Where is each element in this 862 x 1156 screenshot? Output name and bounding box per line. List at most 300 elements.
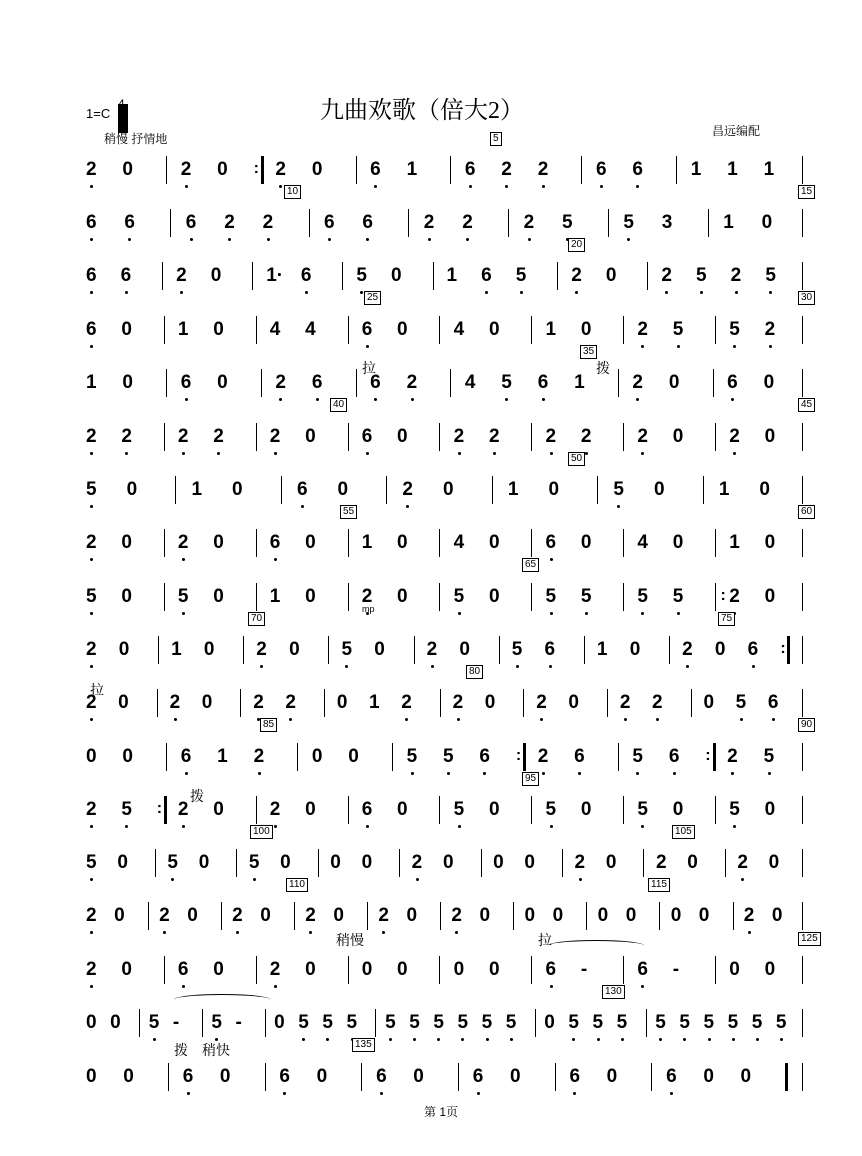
performance-annotation: 拉	[538, 932, 552, 948]
note: 6	[767, 692, 779, 713]
measure-number: 135	[352, 1038, 375, 1052]
low-octave-dot	[641, 825, 644, 828]
note: 5	[121, 799, 132, 820]
low-octave-dot	[374, 185, 377, 188]
note: 2	[224, 212, 235, 233]
low-octave-dot	[708, 1038, 711, 1041]
barline	[328, 636, 329, 664]
note: 6	[596, 159, 607, 180]
note: 2	[180, 159, 192, 180]
low-octave-dot	[382, 931, 385, 934]
measure-number: 130	[602, 985, 625, 999]
barline	[348, 316, 349, 344]
measure-number: 80	[466, 665, 483, 679]
barline	[535, 1009, 536, 1037]
barline	[802, 902, 803, 930]
barline	[802, 262, 803, 290]
barline	[155, 849, 156, 877]
note: 0	[305, 799, 316, 820]
low-octave-dot	[665, 291, 668, 294]
note: 5	[568, 1012, 579, 1033]
low-octave-dot	[585, 452, 588, 455]
note: 6	[311, 372, 323, 393]
note: 2	[426, 639, 438, 660]
note: 6	[472, 1066, 484, 1087]
note: 6	[376, 1066, 387, 1087]
low-octave-dot	[621, 1038, 624, 1041]
note: 2	[232, 905, 243, 926]
note: 0	[698, 905, 710, 926]
note: 2	[86, 799, 97, 820]
note: 0	[213, 319, 224, 340]
barline	[439, 583, 440, 611]
note: 1	[86, 372, 97, 393]
low-octave-dot	[182, 452, 185, 455]
barline	[164, 316, 165, 344]
barline	[676, 156, 677, 184]
low-octave-dot	[550, 825, 553, 828]
note: 0	[552, 905, 564, 926]
note: 6	[362, 212, 373, 233]
barline	[623, 529, 624, 557]
barline	[440, 902, 441, 930]
low-octave-dot	[540, 718, 543, 721]
note: 2	[580, 426, 592, 447]
note: 5	[616, 1012, 628, 1033]
note: 0	[764, 959, 776, 980]
note: 0	[606, 1066, 618, 1087]
measure-number: 90	[798, 718, 815, 732]
low-octave-dot	[549, 665, 552, 668]
low-octave-dot	[636, 185, 639, 188]
note: 2	[86, 905, 97, 926]
barline	[618, 743, 619, 771]
note: 0	[703, 692, 715, 713]
low-octave-dot	[477, 1092, 480, 1095]
note: 0	[629, 639, 641, 660]
note: 0	[122, 746, 133, 767]
low-octave-dot	[550, 612, 553, 615]
note: 2	[269, 426, 281, 447]
barline	[439, 316, 440, 344]
barline	[802, 156, 803, 184]
note: 0	[524, 905, 536, 926]
barline	[508, 209, 509, 237]
barline	[802, 636, 803, 664]
note: 6	[464, 159, 476, 180]
note: 0	[453, 959, 465, 980]
low-octave-dot	[405, 718, 408, 721]
measure-number: 125	[798, 932, 821, 946]
low-octave-dot	[627, 238, 630, 241]
note: 0	[361, 959, 373, 980]
note: 4	[464, 372, 476, 393]
note: 0	[391, 265, 402, 286]
low-octave-dot	[366, 825, 369, 828]
barline	[164, 529, 165, 557]
low-octave-dot	[180, 291, 183, 294]
score-row	[0, 683, 862, 723]
note: 0	[121, 586, 132, 607]
note: 0	[406, 905, 418, 926]
note: 1	[574, 372, 585, 393]
barline	[584, 636, 585, 664]
low-octave-dot	[483, 772, 486, 775]
note: 0	[198, 852, 210, 873]
low-octave-dot	[328, 238, 331, 241]
barline	[256, 423, 257, 451]
low-octave-dot	[289, 718, 292, 721]
note: 1	[729, 532, 740, 553]
low-octave-dot	[659, 1038, 662, 1041]
low-octave-dot	[741, 878, 744, 881]
barline	[297, 743, 298, 771]
note: 0	[289, 639, 300, 660]
performance-annotation: mp	[362, 604, 375, 614]
note: 1	[763, 159, 775, 180]
score-row	[0, 737, 862, 777]
low-octave-dot	[182, 558, 185, 561]
low-octave-dot	[90, 825, 93, 828]
note: 5	[637, 586, 648, 607]
barline	[802, 209, 803, 237]
low-octave-dot	[274, 452, 277, 455]
low-octave-dot	[542, 772, 545, 775]
note: 0	[493, 852, 504, 873]
note: 5	[409, 1012, 420, 1033]
note: 2	[86, 159, 97, 180]
low-octave-dot	[510, 1038, 513, 1041]
note: 2	[655, 852, 667, 873]
note: 2	[451, 905, 462, 926]
note: 0	[764, 532, 776, 553]
note: 0	[213, 586, 224, 607]
note: 5	[637, 799, 648, 820]
low-octave-dot	[550, 985, 553, 988]
measure-number: 30	[798, 291, 815, 305]
barline	[802, 529, 803, 557]
note: 2	[253, 746, 265, 767]
repeat-barline	[261, 156, 264, 184]
barline	[715, 529, 716, 557]
low-octave-dot	[579, 878, 582, 881]
measure-number: 105	[672, 825, 695, 839]
score-row	[0, 256, 862, 296]
note: 2	[401, 692, 412, 713]
note: 5	[457, 1012, 469, 1033]
note: 5	[623, 212, 634, 233]
note: 1	[446, 265, 458, 286]
barline	[261, 369, 262, 397]
note: 5	[346, 1012, 358, 1033]
low-octave-dot	[174, 718, 177, 721]
low-octave-dot	[573, 1092, 576, 1095]
barline	[669, 636, 670, 664]
low-octave-dot	[90, 291, 93, 294]
barline	[659, 902, 660, 930]
note: 2	[737, 852, 748, 873]
score-row	[0, 577, 862, 617]
barline	[643, 849, 644, 877]
note: 5	[696, 265, 707, 286]
note: 0	[548, 479, 560, 500]
low-octave-dot	[735, 291, 738, 294]
note: 5	[86, 479, 97, 500]
note: 1	[596, 639, 608, 660]
note: 2	[729, 426, 740, 447]
low-octave-dot	[360, 291, 363, 294]
note: 2	[86, 426, 97, 447]
note: 0	[413, 1066, 424, 1087]
low-octave-dot	[267, 238, 270, 241]
score-row	[0, 417, 862, 457]
note: 0	[280, 852, 291, 873]
note: 6	[632, 159, 643, 180]
low-octave-dot	[550, 558, 553, 561]
barline	[492, 476, 493, 504]
note: 6	[727, 372, 738, 393]
note: 6	[361, 319, 373, 340]
note: 6	[545, 959, 557, 980]
low-octave-dot	[153, 1038, 156, 1041]
barline	[256, 316, 257, 344]
note: 5	[453, 586, 465, 607]
repeat-dots: :	[253, 160, 259, 177]
low-octave-dot	[772, 718, 775, 721]
low-octave-dot	[780, 1038, 783, 1041]
barline	[440, 689, 441, 717]
note: 0	[213, 799, 224, 820]
note: 0	[672, 799, 684, 820]
barline	[715, 316, 716, 344]
performance-annotation: 稍快	[202, 1042, 230, 1058]
measure-number: 10	[284, 185, 301, 199]
low-octave-dot	[597, 1038, 600, 1041]
low-octave-dot	[253, 878, 256, 881]
note: 6	[180, 372, 192, 393]
note: 0	[122, 159, 133, 180]
barline	[481, 849, 482, 877]
barline	[450, 369, 451, 397]
note: 6	[177, 959, 189, 980]
note: 5	[505, 1012, 517, 1033]
note: 4	[305, 319, 316, 340]
note: 0	[274, 1012, 285, 1033]
note: 0	[330, 852, 341, 873]
low-octave-dot	[274, 825, 277, 828]
note: 6	[361, 426, 373, 447]
note: 6	[120, 265, 132, 286]
note: 6	[666, 1066, 677, 1087]
barline	[256, 796, 257, 824]
barline	[439, 796, 440, 824]
low-octave-dot	[416, 878, 419, 881]
low-octave-dot	[411, 398, 414, 401]
low-octave-dot	[380, 1092, 383, 1095]
low-octave-dot	[90, 505, 93, 508]
low-octave-dot	[190, 238, 193, 241]
score-title: 九曲欢歌（倍大2）	[320, 98, 524, 124]
note: -	[172, 1012, 180, 1033]
low-octave-dot	[90, 878, 93, 881]
low-octave-dot	[217, 452, 220, 455]
note: 0	[316, 1066, 328, 1087]
note: 0	[605, 265, 617, 286]
note: -	[580, 959, 588, 980]
barline	[802, 423, 803, 451]
note: 1	[690, 159, 702, 180]
note: 0	[311, 159, 323, 180]
note: 5	[765, 265, 776, 286]
note: 5	[727, 1012, 739, 1033]
note: 6	[569, 1066, 581, 1087]
low-octave-dot	[731, 398, 734, 401]
note: 2	[169, 692, 181, 713]
note: 0	[488, 532, 500, 553]
barline	[708, 209, 709, 237]
repeat-dots: :	[780, 640, 786, 657]
low-octave-dot	[585, 612, 588, 615]
barline	[555, 1063, 556, 1091]
low-octave-dot	[493, 452, 496, 455]
note: 0	[361, 852, 373, 873]
repeat-dots: :	[720, 587, 726, 604]
note: 2	[652, 692, 663, 713]
note: 2	[661, 265, 672, 286]
note: 2	[177, 799, 189, 820]
note: 0	[459, 639, 470, 660]
low-octave-dot	[316, 398, 319, 401]
barline	[531, 423, 532, 451]
low-octave-dot	[686, 665, 689, 668]
note: 2	[537, 746, 549, 767]
tempo-marking: 稍慢 抒情地	[104, 132, 168, 146]
note: 5	[735, 692, 747, 713]
barline	[414, 636, 415, 664]
barline	[166, 156, 167, 184]
barline	[651, 1063, 652, 1091]
low-octave-dot	[279, 398, 282, 401]
low-octave-dot	[520, 291, 523, 294]
note: 0	[121, 319, 132, 340]
measure-number: 45	[798, 398, 815, 412]
note: 6	[180, 746, 192, 767]
note: 2	[536, 692, 547, 713]
low-octave-dot	[670, 1092, 673, 1095]
note: 0	[213, 532, 224, 553]
low-octave-dot	[228, 238, 231, 241]
barline	[162, 262, 163, 290]
score-row	[0, 203, 862, 243]
repeat-barline	[787, 636, 790, 664]
low-octave-dot	[260, 665, 263, 668]
note: 2	[86, 532, 97, 553]
note: 5	[592, 1012, 604, 1033]
note: 5	[248, 852, 260, 873]
note: 6	[182, 1066, 194, 1087]
low-octave-dot	[447, 772, 450, 775]
repeat-barline	[715, 583, 716, 611]
low-octave-dot	[258, 772, 261, 775]
low-octave-dot	[90, 985, 93, 988]
note: 0	[260, 905, 271, 926]
score-row	[0, 1057, 862, 1097]
low-octave-dot	[389, 1038, 392, 1041]
note: 0	[118, 639, 130, 660]
barline	[802, 743, 803, 771]
low-octave-dot	[636, 772, 639, 775]
note: 2	[632, 372, 643, 393]
note: -	[672, 959, 680, 980]
barline	[725, 849, 726, 877]
note: 0	[305, 959, 316, 980]
note: 5	[515, 265, 527, 286]
low-octave-dot	[305, 291, 308, 294]
barline	[164, 423, 165, 451]
score-row	[0, 790, 862, 830]
low-octave-dot	[700, 291, 703, 294]
note: 0	[122, 372, 133, 393]
note: 0	[668, 372, 680, 393]
low-octave-dot	[90, 718, 93, 721]
low-octave-dot	[274, 985, 277, 988]
low-octave-dot	[283, 1092, 286, 1095]
barline	[256, 956, 257, 984]
note: 1	[718, 479, 730, 500]
note: 5	[385, 1012, 396, 1033]
note: 0	[217, 159, 228, 180]
note: 0	[337, 479, 349, 500]
note: 5	[580, 586, 592, 607]
low-octave-dot	[752, 665, 755, 668]
barline	[342, 262, 343, 290]
low-octave-dot	[171, 878, 174, 881]
note: 5	[545, 799, 557, 820]
note: 0	[488, 959, 500, 980]
note: 2	[743, 905, 755, 926]
barline	[392, 743, 393, 771]
barline	[221, 902, 222, 930]
note: 2	[176, 265, 187, 286]
barline	[691, 689, 692, 717]
barline	[623, 796, 624, 824]
barline	[531, 583, 532, 611]
note: 6	[86, 319, 97, 340]
note: 2	[462, 212, 473, 233]
barline	[802, 583, 803, 611]
low-octave-dot	[301, 505, 304, 508]
low-octave-dot	[458, 825, 461, 828]
barline	[623, 583, 624, 611]
low-octave-dot	[182, 825, 185, 828]
note: 2	[285, 692, 296, 713]
low-octave-dot	[677, 345, 680, 348]
barline	[802, 956, 803, 984]
barline	[408, 209, 409, 237]
barline	[802, 476, 803, 504]
score-row	[0, 150, 862, 190]
note: 0	[217, 372, 228, 393]
note: 0	[397, 532, 408, 553]
barline	[523, 689, 524, 717]
barline	[294, 902, 295, 930]
note: 2	[305, 905, 316, 926]
low-octave-dot	[683, 1038, 686, 1041]
note: 6	[370, 372, 381, 393]
low-octave-dot	[469, 185, 472, 188]
arranger: 昌远编配	[712, 124, 761, 138]
note: 2	[729, 586, 740, 607]
